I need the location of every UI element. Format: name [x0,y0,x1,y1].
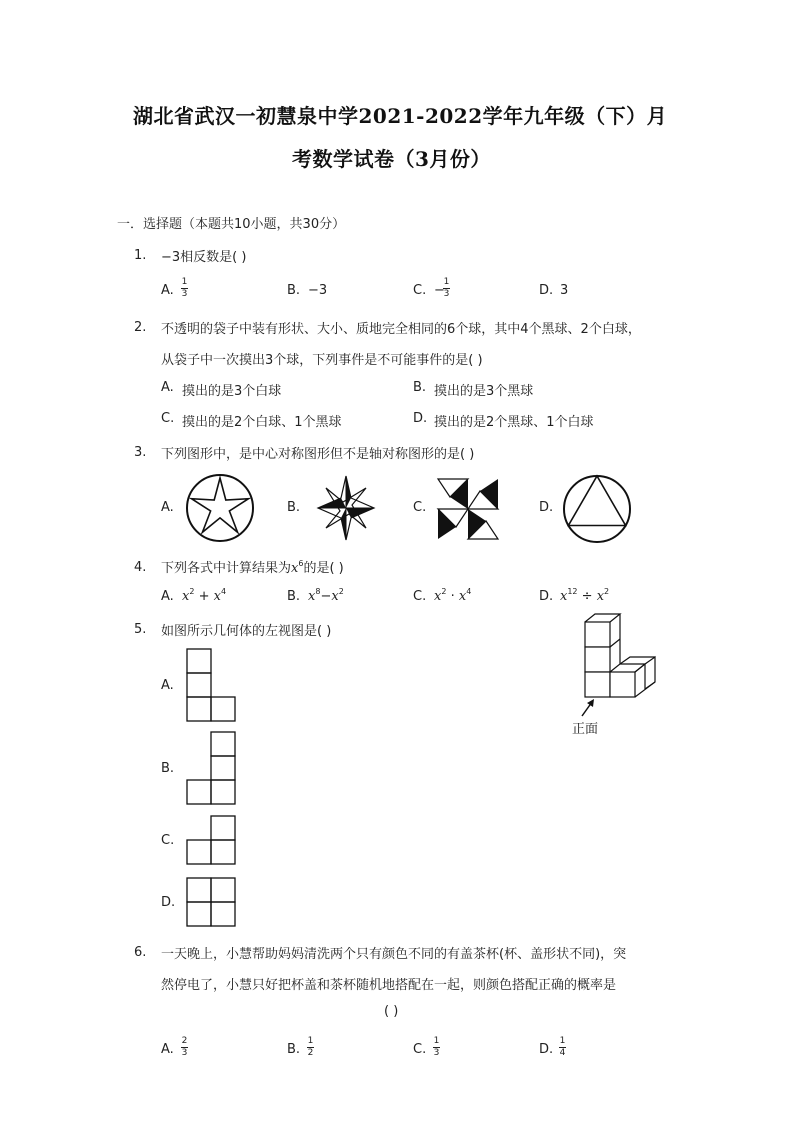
option-label: D. [539,1042,554,1057]
fraction [559,1037,566,1058]
math-var: x [308,589,316,604]
option-label: D. [539,283,554,298]
option-label: C. [413,1042,427,1057]
question-stem-line1: 一天晚上，小慧帮助妈妈清洗两个只有颜色不同的有盖茶杯(杯、盖形状不同)，突 [161,947,627,962]
math-exp: 4 [220,587,227,596]
math-op: ÷ [577,589,597,604]
math-expression [308,587,344,604]
question-stem [161,557,344,576]
stem-suffix: 的是( ) [303,561,344,576]
option-label: D. [539,500,554,515]
question-number: 2. [134,320,147,335]
math-expression [560,587,609,604]
math-exp: 8 [315,587,321,596]
question-number: 5. [134,622,147,637]
math-var: x [560,589,568,604]
fraction-denominator: 3 [443,289,450,299]
fraction-numerator: 1 [433,1036,440,1046]
math-var: x [213,589,221,604]
option-label: C. [161,833,175,848]
math-exp: 12 [567,587,578,596]
question-stem: −3相反数是( ) [161,250,247,265]
math-expression [182,587,226,604]
fraction [181,1037,188,1058]
option-text: 摸出的是3个白球 [182,384,282,399]
figure-caption: 正面 [572,722,599,737]
fraction [433,1037,440,1058]
arrow-icon [578,698,598,718]
question-number: 6. [134,945,147,960]
math-exp: 6 [298,559,304,568]
question-stem-line2: 然停电了，小慧只好把杯盖和茶杯随机地搭配在一起，则颜色搭配正确的概率是 [161,978,617,993]
cube-solid-figure [575,612,665,712]
option-label: B. [413,380,427,395]
question-stem-line2: 从袋子中一次摸出3个球，下列事件是不可能事件的是( ) [161,353,483,368]
fraction-numerator: 2 [181,1036,188,1046]
option-label: D. [539,589,554,604]
option-label: B. [287,500,301,515]
fraction-denominator: 3 [433,1048,440,1058]
circle-triangle-figure [562,474,632,544]
math-exp: 4 [466,587,472,596]
fraction [307,1037,314,1058]
fraction-denominator: 3 [181,289,188,299]
fraction [443,278,450,299]
math-var: x [458,589,467,604]
circle-star-figure [185,473,255,543]
question-number: 3. [134,445,147,460]
question-number: 1. [134,248,147,263]
fraction [181,278,188,299]
view-option-c-figure [186,815,236,865]
fraction-numerator: 1 [181,277,188,287]
fraction-numerator: 1 [559,1036,566,1046]
option-label: C. [413,283,427,298]
option-label: A. [161,380,174,395]
math-op: − [320,589,332,604]
math-expression [434,587,471,604]
question-stem-line1: 不透明的袋子中装有形状、大小、质地完全相同的6个球，其中4个黑球、2个白球， [161,322,641,337]
fraction-numerator: 1 [443,277,450,287]
question-stem: 如图所示几何体的左视图是( ) [161,624,332,639]
option-text: 摸出的是3个黑球 [434,384,534,399]
fraction-numerator: 1 [307,1036,314,1046]
math-var: x [182,589,190,604]
math-var: x [596,589,605,604]
view-option-b-figure [186,731,236,805]
math-exp: 2 [441,587,447,596]
option-label: A. [161,678,174,693]
pinwheel-figure [435,476,501,542]
math-var: x [291,561,299,576]
exam-title-line1: 湖北省武汉一初慧泉中学2021-2022学年九年级（下）月 [133,104,668,128]
option-text: 摸出的是2个黑球、1个白球 [434,415,594,430]
math-exp: 2 [338,587,344,596]
exam-title-line2: 考数学试卷（3月份） [292,147,491,171]
option-label: B. [287,1042,301,1057]
option-label: A. [161,1042,174,1057]
option-label: A. [161,500,174,515]
option-text: 3 [560,283,569,298]
view-option-d-figure [186,877,236,927]
math-exp: 2 [189,587,195,596]
option-label: D. [413,411,428,426]
math-var: x [434,589,442,604]
option-text: 摸出的是2个白球、1个黑球 [182,415,342,430]
question-stem-line3: ( ) [384,1004,399,1019]
math-var: x [331,589,339,604]
option-label: D. [161,895,176,910]
fraction-denominator: 3 [181,1048,188,1058]
fraction-denominator: 2 [307,1048,314,1058]
question-number: 4. [134,560,147,575]
option-text: −3 [308,283,328,298]
option-label: A. [161,589,174,604]
option-label: C. [413,500,427,515]
section-heading: 一．选择题（本题共10小题，共30分） [117,217,346,232]
math-op: · [446,589,459,604]
question-stem: 下列图形中，是中心对称图形但不是轴对称图形的是( ) [161,447,475,462]
compass-star-figure [312,474,380,542]
option-label: A. [161,283,174,298]
option-label: B. [161,761,175,776]
math-op: + [194,589,214,604]
minus-sign: − [434,283,445,298]
option-label: B. [287,589,301,604]
math-exp: 2 [604,587,610,596]
option-label: C. [413,589,427,604]
view-option-a-figure [186,648,236,722]
fraction-denominator: 4 [559,1048,566,1058]
option-label: C. [161,411,175,426]
option-label: B. [287,283,301,298]
stem-prefix: 下列各式中计算结果为 [161,561,292,576]
